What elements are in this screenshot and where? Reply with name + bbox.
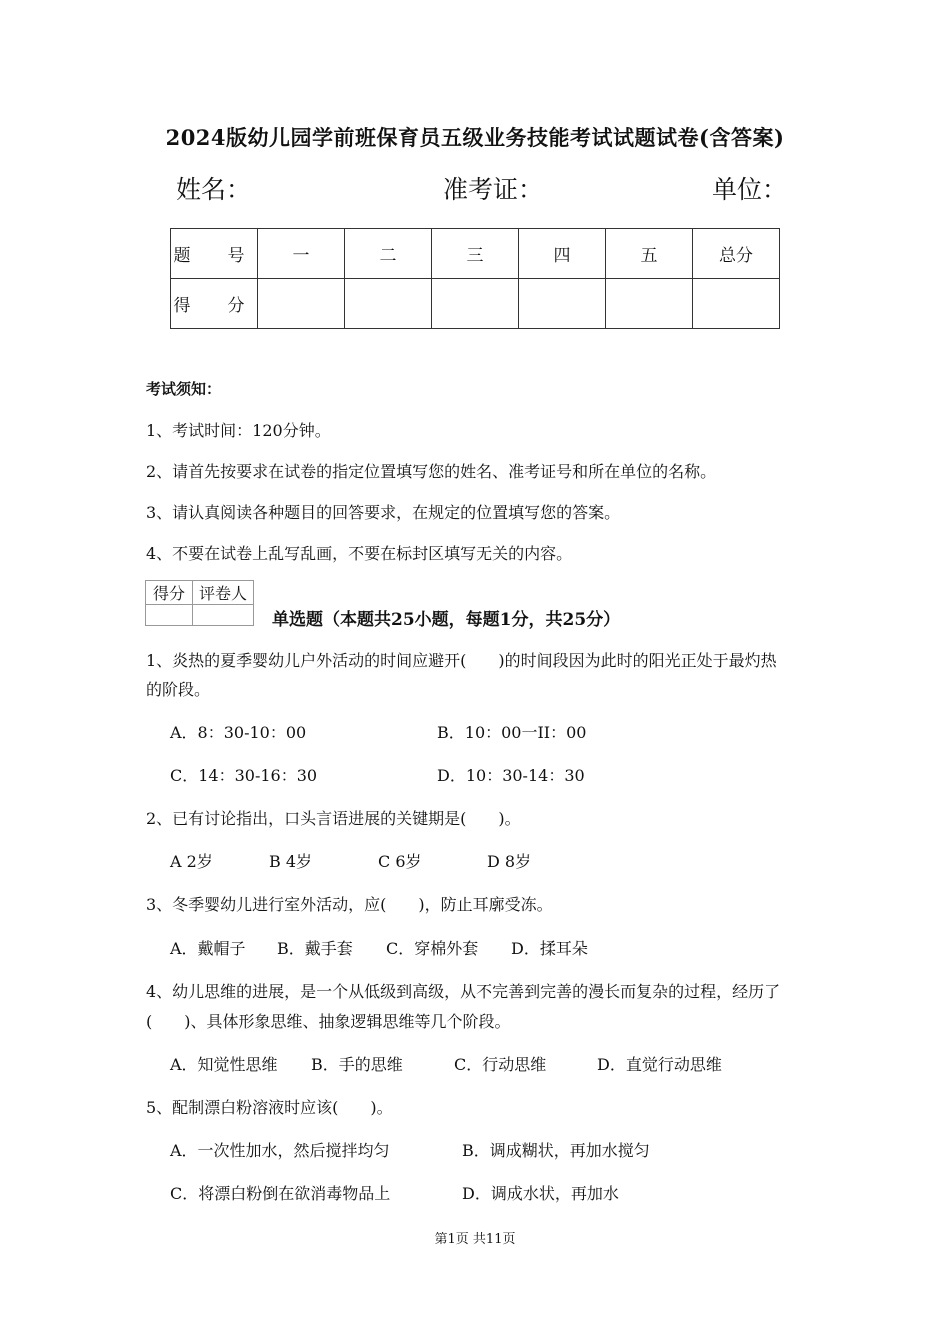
- question-1-text-cont: 的阶段。: [146, 680, 211, 699]
- notice-item: 1、考试时间：120分钟。: [146, 421, 331, 440]
- score-row-label: 得 分: [171, 279, 258, 329]
- q2-option-a[interactable]: A 2岁: [170, 852, 213, 871]
- question-1-text: 1、炎热的夏季婴幼儿户外活动的时间应避开( )的时间段因为此时的阳光正处于最灼热: [146, 651, 777, 670]
- score-table-header-row: [171, 229, 780, 279]
- page-footer: 第1页 共11页: [434, 1232, 516, 1247]
- notice-item: 2、请首先按要求在试卷的指定位置填写您的姓名、准考证号和所在单位的名称。: [146, 462, 717, 481]
- q2-option-c[interactable]: C 6岁: [378, 852, 422, 871]
- score-cell[interactable]: [519, 279, 606, 329]
- score-header-cell: 四: [519, 229, 606, 279]
- q4-option-a[interactable]: A．知觉性思维: [170, 1055, 278, 1074]
- q1-option-c[interactable]: C．14：30-16：30: [170, 766, 318, 785]
- question-4-text: 4、幼儿思维的进展，是一个从低级到高级，从不完善到完善的漫长而复杂的过程，经历了: [146, 982, 781, 1001]
- score-table: [170, 228, 780, 329]
- q1-option-b[interactable]: B．10：00一II：00: [437, 723, 587, 742]
- notice-item: 3、请认真阅读各种题目的回答要求，在规定的位置填写您的答案。: [146, 503, 621, 522]
- q5-option-d[interactable]: D．调成水状，再加水: [462, 1184, 619, 1203]
- q4-option-d[interactable]: D．直觉行动思维: [597, 1055, 722, 1074]
- grader-score-cell[interactable]: [146, 605, 193, 626]
- grader-reviewer-cell[interactable]: [193, 605, 254, 626]
- question-5-text: 5、配制漂白粉溶液时应该( )。: [146, 1098, 393, 1117]
- q3-option-b[interactable]: B．戴手套: [277, 939, 353, 958]
- score-header-cell: 三: [432, 229, 519, 279]
- q3-option-a[interactable]: A．戴帽子: [170, 939, 246, 958]
- q4-option-c[interactable]: C．行动思维: [454, 1055, 547, 1074]
- score-cell[interactable]: [258, 279, 345, 329]
- grader-reviewer-label: 评卷人: [193, 581, 254, 605]
- exam-id-field-label: 准考证：: [443, 175, 544, 204]
- grader-score-label: 得分: [146, 581, 193, 605]
- q1-option-a[interactable]: A．8：30-10：00: [170, 723, 307, 742]
- q3-option-c[interactable]: C．穿棉外套: [386, 939, 479, 958]
- score-header-cell: 总分: [693, 229, 780, 279]
- score-header-label: 题 号: [171, 229, 258, 279]
- score-table-score-row: [171, 279, 780, 329]
- notice-item: 4、不要在试卷上乱写乱画，不要在标封区填写无关的内容。: [146, 544, 573, 563]
- score-header-cell: 五: [606, 229, 693, 279]
- q5-option-c[interactable]: C．将漂白粉倒在欲消毒物品上: [170, 1184, 391, 1203]
- q5-option-b[interactable]: B．调成糊状，再加水搅匀: [462, 1141, 650, 1160]
- score-cell[interactable]: [432, 279, 519, 329]
- notice-heading: 考试须知：: [146, 380, 222, 398]
- score-header-cell: 二: [345, 229, 432, 279]
- score-cell[interactable]: [693, 279, 780, 329]
- page-title: 2024版幼儿园学前班保育员五级业务技能考试试题试卷(含答案): [165, 125, 785, 150]
- q2-option-d[interactable]: D 8岁: [487, 852, 532, 871]
- question-2-text: 2、已有讨论指出，口头言语进展的关键期是( )。: [146, 809, 521, 828]
- section-title: 单选题（本题共25小题，每题1分，共25分）: [272, 610, 621, 630]
- q5-option-a[interactable]: A．一次性加水，然后搅拌均匀: [170, 1141, 390, 1160]
- score-header-cell: 一: [258, 229, 345, 279]
- name-field-label: 姓名：: [176, 175, 252, 204]
- q1-option-d[interactable]: D．10：30-14：30: [437, 766, 585, 785]
- score-cell[interactable]: [606, 279, 693, 329]
- q2-option-b[interactable]: B 4岁: [269, 852, 313, 871]
- score-cell[interactable]: [345, 279, 432, 329]
- q3-option-d[interactable]: D．揉耳朵: [511, 939, 588, 958]
- question-3-text: 3、冬季婴幼儿进行室外活动，应( )，防止耳廓受冻。: [146, 895, 553, 914]
- unit-field-label: 单位：: [712, 175, 788, 204]
- q4-option-b[interactable]: B．手的思维: [311, 1055, 403, 1074]
- question-4-text-cont: ( )、具体形象思维、抽象逻辑思维等几个阶段。: [146, 1012, 511, 1031]
- grader-box: [145, 580, 254, 626]
